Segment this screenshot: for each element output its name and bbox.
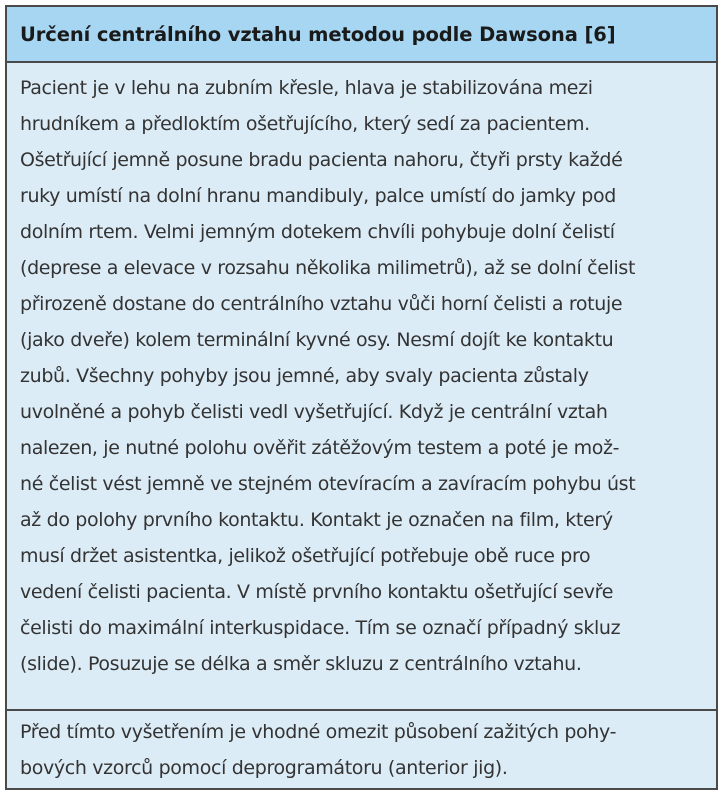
body-line: (slide). Posuzuje se délka a směr skluzu z centrálního vztahu. — [20, 653, 582, 675]
body-line: hrudníkem a předloktím ošetřujícího, který sedí za pacientem. — [20, 113, 590, 135]
body-paragraph — [20, 70, 712, 682]
body-line: až do polohy prvního kontaktu. Kontakt je označen na film, který — [20, 509, 613, 531]
info-box — [5, 5, 718, 790]
body-line: Ošetřující jemně posune bradu pacienta nahoru, čtyři prsty každé — [20, 149, 623, 171]
footer-paragraph — [20, 714, 712, 786]
footer-line: bových vzorců pomocí deprogramátoru (anterior jig). — [20, 757, 508, 779]
body-line: přirozeně dostane do centrálního vztahu vůči horní čelisti a rotuje — [20, 293, 623, 315]
body-line: musí držet asistentka, jelikož ošetřující potřebuje obě ruce pro — [20, 545, 591, 567]
body-line: čelisti do maximální interkuspidace. Tím se označí případný skluz — [20, 617, 621, 639]
body-line: né čelist vést jemně ve stejném otevíracím a zavíracím pohybu úst — [20, 473, 636, 495]
body-line: uvolněné a pohyb čelisti vedl vyšetřující. Když je centrální vztah — [20, 401, 608, 423]
body-line: ruky umístí na dolní hranu mandibuly, palce umístí do jamky pod — [20, 185, 616, 207]
box-body — [7, 63, 716, 711]
footer-line: Před tímto vyšetřením je vhodné omezit působení zažitých pohy- — [20, 721, 617, 743]
box-title: Určení centrálního vztahu metodou podle Dawsona [6] — [20, 22, 616, 46]
body-line: (jako dveře) kolem terminální kyvné osy. Nesmí dojít ke kontaktu — [20, 329, 614, 351]
body-line: vedení čelisti pacienta. V místě prvního kontaktu ošetřující sevře — [20, 581, 614, 603]
body-line: dolním rtem. Velmi jemným dotekem chvíli pohybuje dolní čelistí — [20, 221, 615, 243]
box-footer-note — [7, 711, 716, 788]
body-line: Pacient je v lehu na zubním křesle, hlava je stabilizována mezi — [20, 77, 593, 99]
body-line: zubů. Všechny pohyby jsou jemné, aby svaly pacienta zůstaly — [20, 365, 589, 387]
body-line: nalezen, je nutné polohu ověřit zátěžovým testem a poté je mož- — [20, 437, 620, 459]
body-line: (deprese a elevace v rozsahu několika milimetrů), až se dolní čelist — [20, 257, 636, 279]
box-header — [7, 7, 716, 63]
